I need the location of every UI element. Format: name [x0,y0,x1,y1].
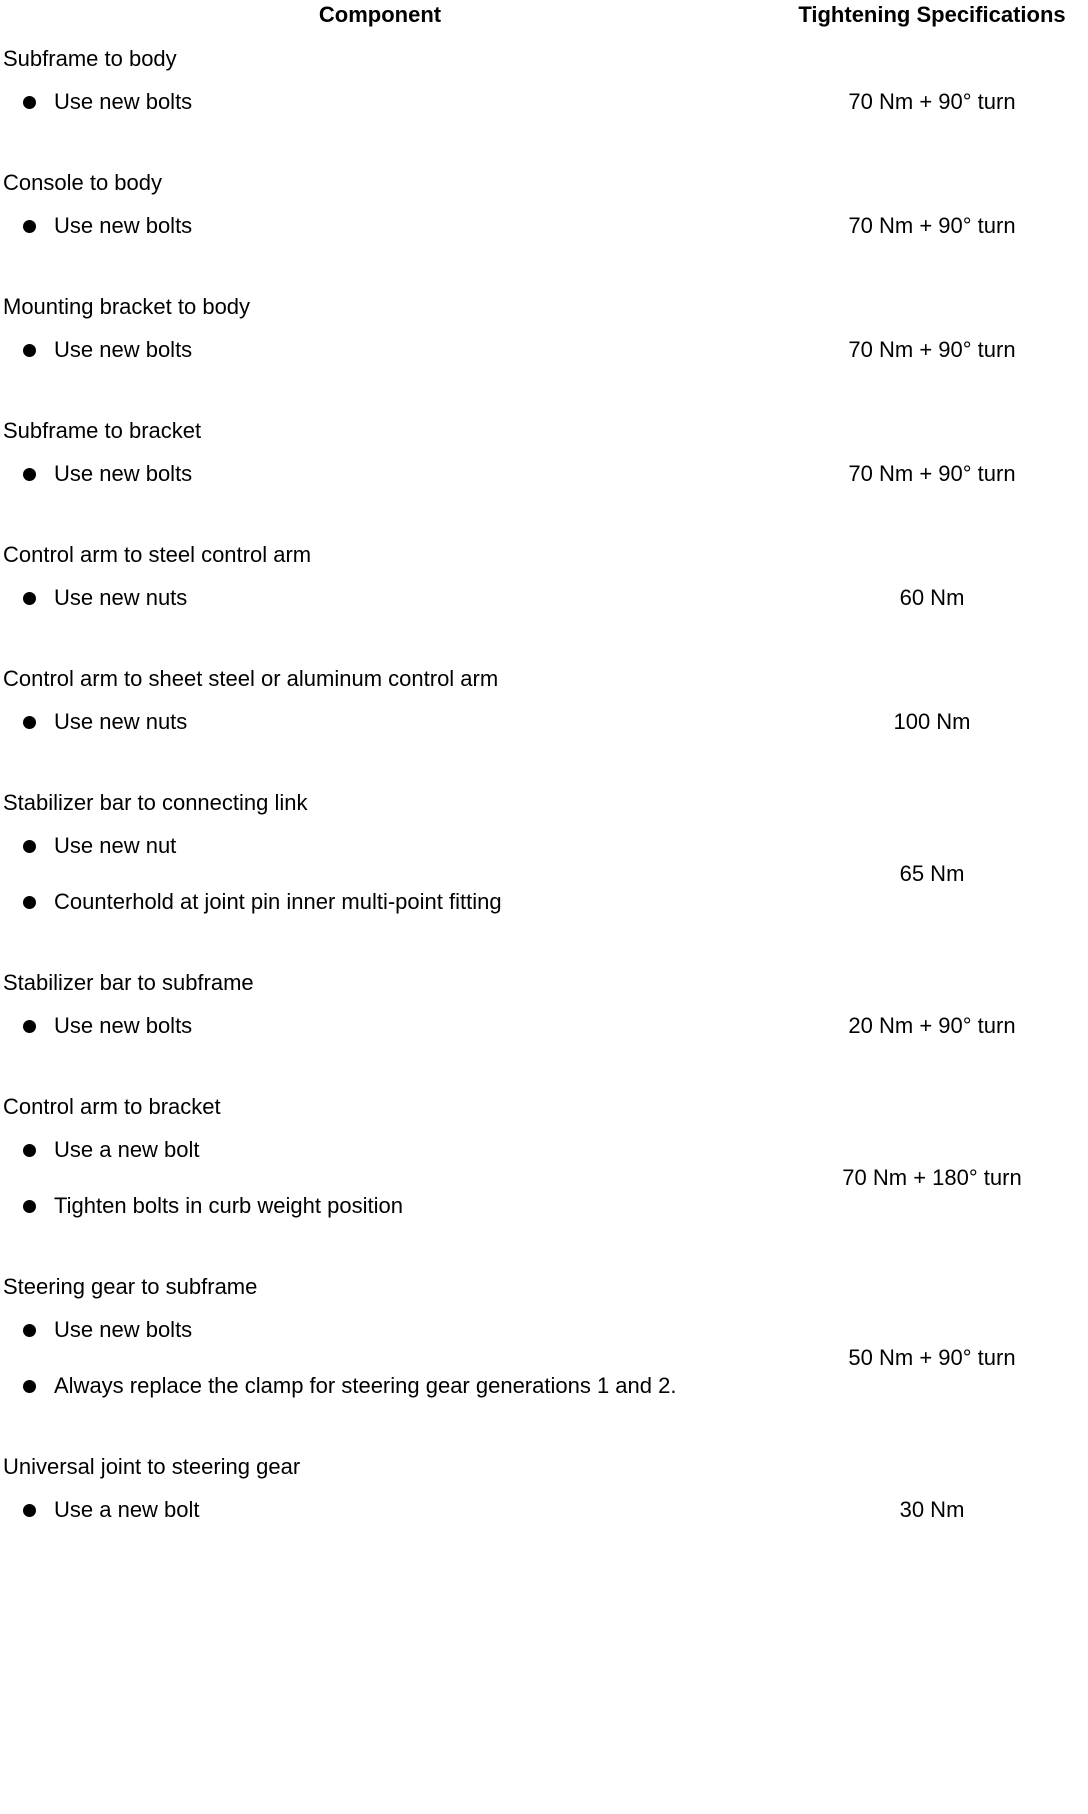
tightening-spec: 70 Nm + 90° turn [848,337,1016,362]
instruction-text: Use new bolts [54,1317,193,1342]
component-name: Control arm to steel control arm [3,542,312,567]
table-row [0,1452,1088,1538]
bullet-icon [23,716,36,729]
tightening-spec: 70 Nm + 90° turn [848,213,1016,238]
component-name: Stabilizer bar to connecting link [3,790,308,815]
row-details [0,198,1088,254]
component-name: Subframe to bracket [3,418,202,443]
row-details [0,322,1088,378]
bullet-icon [23,1200,36,1213]
table-header [0,0,1088,32]
table-body [0,44,1088,1576]
component-name: Steering gear to subframe [3,1274,258,1299]
bullet-icon [23,896,36,909]
instruction-text: Use new bolts [54,337,193,362]
table-row [0,292,1088,378]
bullet-icon [23,592,36,605]
instruction-text: Use new nut [54,833,177,858]
table-row [0,540,1088,626]
tightening-spec: 30 Nm [899,1497,965,1522]
table-row [0,1092,1088,1234]
instruction-text: Use a new bolt [54,1137,200,1162]
bullet-icon [23,344,36,357]
component-name: Stabilizer bar to subframe [3,970,254,995]
bullet-icon [23,1380,36,1393]
instruction-text: Always replace the clamp for steering gear generations 1 and 2. [54,1373,677,1398]
row-details [0,570,1088,626]
tightening-spec: 60 Nm [899,585,965,610]
bullet-icon [23,1144,36,1157]
component-name: Control arm to bracket [3,1094,221,1119]
bullet-icon [23,840,36,853]
bullet-icon [23,1504,36,1517]
tightening-spec: 70 Nm + 180° turn [842,1165,1022,1190]
table-row [0,1272,1088,1414]
table-row [0,968,1088,1054]
row-details [0,694,1088,750]
component-name: Console to body [3,170,162,195]
row-details [0,446,1088,502]
instruction-text: Use new nuts [54,585,188,610]
row-details [0,1482,1088,1538]
bullet-icon [23,96,36,109]
table-row [0,168,1088,254]
tightening-spec: 70 Nm + 90° turn [848,461,1016,486]
instruction-text: Use new bolts [54,461,193,486]
component-name: Mounting bracket to body [3,294,251,319]
instruction-text: Use new nuts [54,709,188,734]
tightening-spec: 65 Nm [899,861,965,886]
bullet-icon [23,1020,36,1033]
header-component: Component [318,2,442,27]
row-details [0,1122,1088,1234]
tightening-spec: 70 Nm + 90° turn [848,89,1016,114]
instruction-text: Counterhold at joint pin inner multi-point fitting [54,889,502,914]
instruction-text: Tighten bolts in curb weight position [54,1193,403,1218]
tightening-spec: 20 Nm + 90° turn [848,1013,1016,1038]
bullet-icon [23,468,36,481]
instruction-text: Use new bolts [54,89,193,114]
row-details [0,74,1088,130]
table-row [0,44,1088,130]
table-row [0,788,1088,930]
component-name: Control arm to sheet steel or aluminum control arm [3,666,499,691]
table-row [0,416,1088,502]
instruction-text: Use new bolts [54,213,193,238]
row-details [0,1302,1088,1414]
bullet-icon [23,220,36,233]
row-details [0,818,1088,930]
instruction-text: Use new bolts [54,1013,193,1038]
header-spec: Tightening Specifications [798,2,1066,27]
row-details [0,998,1088,1054]
component-name: Universal joint to steering gear [3,1454,301,1479]
tightening-spec: 100 Nm [893,709,971,734]
table-row [0,664,1088,750]
bullet-icon [23,1324,36,1337]
instruction-text: Use a new bolt [54,1497,200,1522]
component-name: Subframe to body [3,46,177,71]
tightening-spec: 50 Nm + 90° turn [848,1345,1016,1370]
